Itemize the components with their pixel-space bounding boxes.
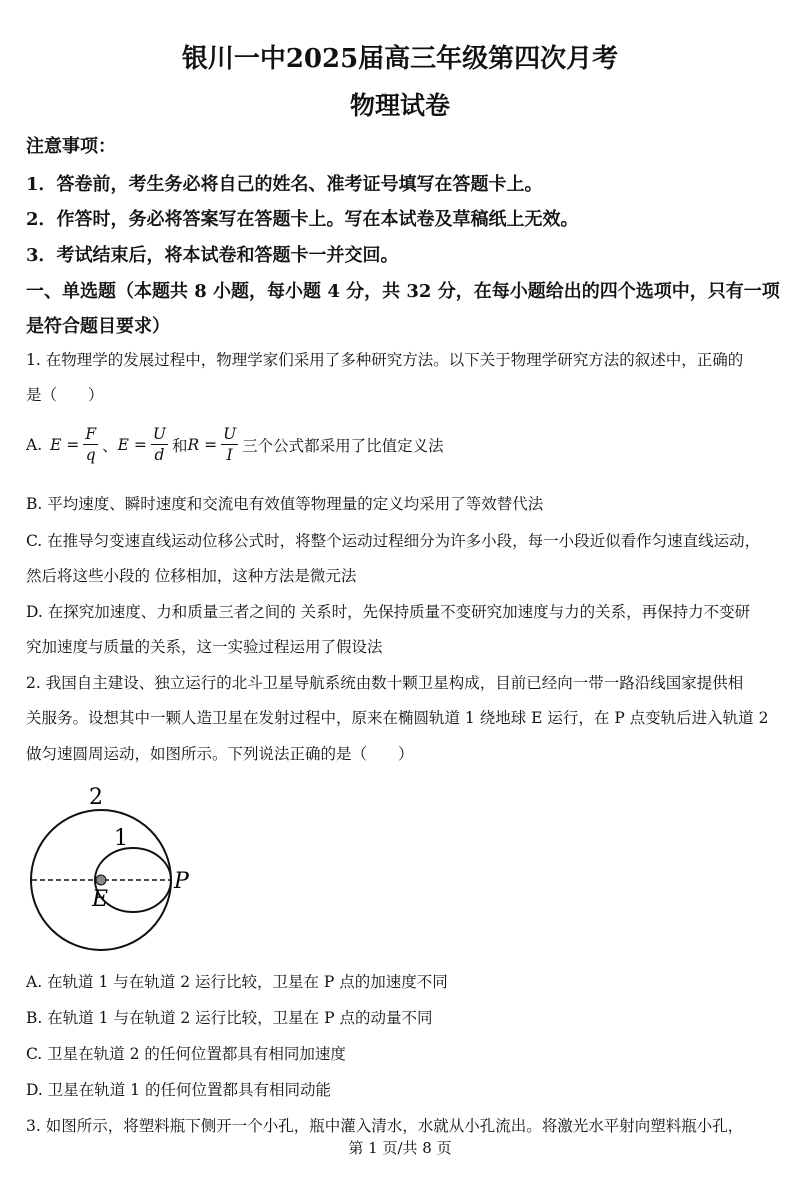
q2-option-a: A. 在轨道 1 与在轨道 2 运行比较，卫星在 P 点的加速度不同 bbox=[26, 973, 448, 991]
fraction bbox=[151, 424, 168, 465]
point-p-label: P bbox=[174, 869, 189, 894]
orbit-1-label: 1 bbox=[114, 826, 128, 851]
q2-option-b: B. 在轨道 1 与在轨道 2 运行比较，卫星在 P 点的动量不同 bbox=[26, 1009, 433, 1027]
q1-option-d-cont: 究加速度与质量的关系，这一实验过程运用了假设法 bbox=[26, 638, 383, 656]
separator: 、 bbox=[102, 436, 118, 455]
notice-heading: 注意事项： bbox=[26, 136, 116, 157]
exam-subtitle: 物理试卷 bbox=[349, 91, 450, 120]
q3-stem: 3. 如图所示，将塑料瓶下侧开一个小孔，瓶中灌入清水，水就从小孔流出。将激光水平射向塑料瓶小孔， bbox=[26, 1117, 744, 1135]
denominator: d bbox=[154, 446, 165, 464]
formula-lhs: E = bbox=[117, 435, 147, 454]
q2-stem: 2. 我国自主建设、独立运行的北斗卫星导航系统由数十颗卫星构成，目前已经向一带一路沿线国家提供相 bbox=[26, 674, 744, 692]
q2-stem-cont-2: 做匀速圆周运动，如图所示。下列说法正确的是（ ） bbox=[26, 745, 414, 763]
q1-option-a bbox=[26, 424, 778, 465]
q1-option-c-cont: 然后将这些小段的 位移相加，这种方法是微元法 bbox=[26, 567, 357, 585]
orbit-2-label: 2 bbox=[89, 785, 103, 810]
formula-lhs: E = bbox=[50, 435, 80, 454]
earth-label: E bbox=[92, 887, 109, 912]
formula-e-f-q bbox=[50, 424, 102, 465]
conjunction: 和 bbox=[171, 436, 188, 455]
q1-option-d: D. 在探究加速度、力和质量三者之间的 关系时，先保持质量不变研究加速度与力的关系，再保持力不变研 bbox=[26, 603, 751, 621]
option-label: A. bbox=[26, 435, 43, 454]
section-heading-cont: 是符合题目要求） bbox=[26, 316, 170, 337]
numerator: F bbox=[85, 425, 97, 443]
q1-option-b: B. 平均速度、瞬时速度和交流电有效值等物理量的定义均采用了等效替代法 bbox=[26, 495, 544, 513]
denominator: I bbox=[226, 446, 233, 464]
q1-stem: 1. 在物理学的发展过程中，物理学家们采用了多种研究方法。以下关于物理学研究方法的叙述中，正确的 bbox=[26, 351, 744, 369]
formula-e-u-d bbox=[118, 424, 172, 465]
fraction bbox=[221, 424, 238, 465]
orbit-diagram bbox=[26, 780, 216, 960]
numerator: U bbox=[223, 425, 237, 443]
q1-stem-cont: 是（ ） bbox=[26, 386, 104, 404]
q2-option-d: D. 卫星在轨道 1 的任何位置都具有相同动能 bbox=[26, 1081, 331, 1099]
earth-marker bbox=[96, 875, 106, 885]
q1-option-c: C. 在推导匀变速直线运动位移公式时，将整个运动过程细分为许多小段，每一小段近似看作匀速直线运动， bbox=[26, 532, 761, 550]
q2-stem-cont: 关服务。设想其中一颗人造卫星在发射过程中，原来在椭圆轨道 1 绕地球 E 运行，在 P 点变轨后进入轨道 2 bbox=[26, 709, 769, 727]
page-footer: 第 1 页/共 8 页 bbox=[348, 1139, 452, 1157]
formula-lhs: R = bbox=[187, 435, 218, 454]
fraction bbox=[83, 424, 98, 465]
notice-item-1: 1．答卷前，考生务必将自己的姓名、准考证号填写在答题卡上。 bbox=[26, 174, 543, 195]
option-text: 三个公式都采用了比值定义法 bbox=[242, 436, 444, 455]
notice-item-2: 2．作答时，务必将答案写在答题卡上。写在本试卷及草稿纸上无效。 bbox=[26, 209, 579, 230]
exam-title: 银川一中2025届高三年级第四次月考 bbox=[181, 44, 619, 74]
formula-r-u-i bbox=[187, 424, 242, 465]
notice-item-3: 3．考试结束后，将本试卷和答题卡一并交回。 bbox=[26, 245, 399, 266]
section-heading: 一、单选题（本题共 8 小题，每小题 4 分，共 32 分，在每小题给出的四个选项中，只有一项 bbox=[26, 281, 780, 302]
q2-option-c: C. 卫星在轨道 2 的任何位置都具有相同加速度 bbox=[26, 1045, 346, 1063]
denominator: q bbox=[85, 446, 96, 464]
numerator: U bbox=[152, 425, 166, 443]
